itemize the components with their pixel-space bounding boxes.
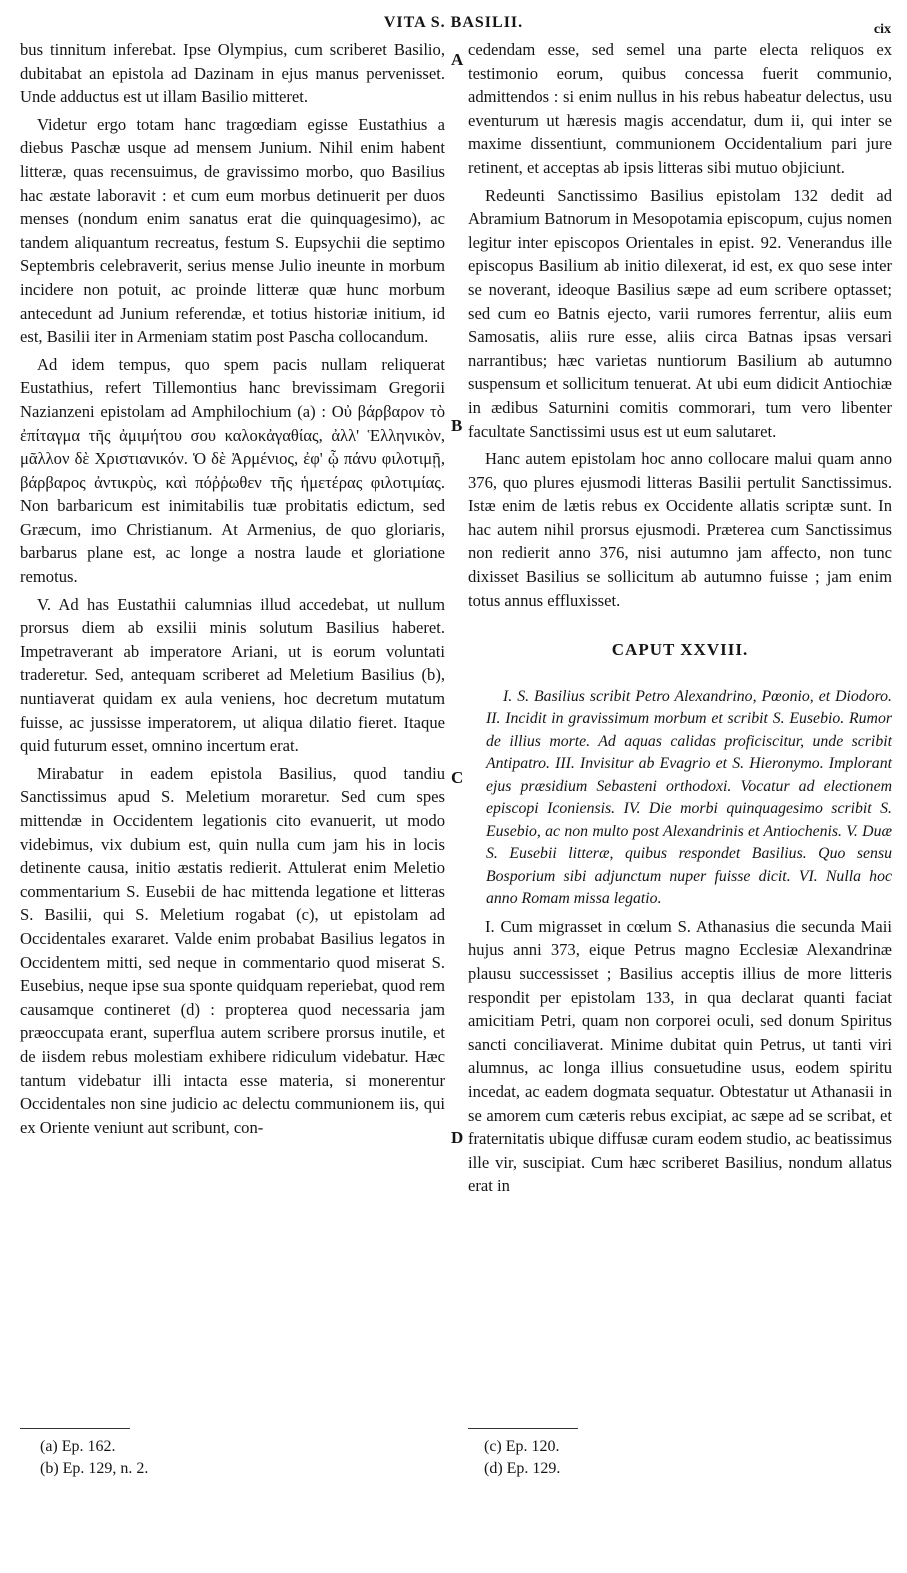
running-header: VITA S. BASILII. [383,14,524,31]
paragraph: Redeunti Sanctissimo Basilius epistolam 132 dedit ad Abramium Batnorum in Mesopotamia episcopum, cujus nomen legitur inter episcopos Orientales in epist. 92. Venerandus ille episcopus Basilium ab initio dilexerat, id est, ex quo sese inter se noverant, ideoque Basilius sæpe ad eum scribere optasset; sed cum eo Batnis ejecto, varii rumores ferrentur, aliis eum Samosatis, aliis rure esse, aliis circa Batnas ipsas versari narrantibus; hæc varietas nuntiorum Basilium ab autumno suspensum et sollicitum tenuerat. At ubi eum didicit Antiochiæ in ædibus Saturnini comitis commorari, tum vero libenter facultate Sanctissimi usus est ut eum salutaret. [468,185,892,441]
paragraph: Mirabatur in eadem epistola Basilius, quod tandiu Sanctissimus apud S. Meletium moraretur. Sed cum spes mittendæ in Occidentem legationis cito evanuerit, ut modo videbimus, vix dubium est, quin nulla cum jam his in locis detinente causa, initio æstatis redierit. Attulerat enim Meletio commentarium S. Eusebii de hac mittenda legatione et litteras S. Basilii, qui S. Meletium rogabat (c), ut epistolam ad Occidentales exararet. Valde enim probabat Basilius legatos in Occidentem mitti, sed neque in commentario quod miserat S. Eusebius, neque ipse sua sponte quidquam reperiebat, quod rem causamque contineret (d) : propterea quod necessaria jam præoccupata erant, superflua autem scribere prorsus inutile, et de iisdem rebus molestiam exhibere ridiculum videbatur. Hæc tantum videbatur illi intacta esse materia, si monerentur Occidentales non sine judicio ac delectu communionem iis, qui ex Oriente veniunt aut scribunt, con- [20,763,445,1137]
paragraph: cedendam esse, sed semel una parte electa reliquos ex testimonio eorum, quibus concessa fuerit communio, admittendos : si enim nullus in his rebus habeatur delectus, usu eventurum ut hæresis magis accendatur, dum ii, qui inter se maxime dissentiunt, communionem Occidentalium pari jure retinent, et acceptas ab ipsis litteras sibi mutuo objiciunt. [468,40,892,177]
footnotes-right [484,1436,560,1480]
paragraph: Hanc autem epistolam hoc anno collocare malui quam anno 376, quo plures ejusmodi litteras Basilii pertulit Sanctissimus. Istæ enim de lætis rebus ex Occidente allatis scriptæ sunt. In hac autem nihil prorsus ejusmodi. Præterea cum Sanctissimus non redierit anno 376, nisi autumno jam affecto, non tunc dixisset Basilius se sollicitum ab autumno fuisse ; jam enim totus annus effluxisset. [468,449,892,610]
footnotes-left [40,1436,148,1480]
paragraph: V. Ad has Eustathii calumnias illud accedebat, ut nullum prorsus diem ab exsilii minis solutum Basilius haberet. Impetraverant ab imperatore Ariani, ut is eorum voluntati traderetur. Sed, antequam scriberet ad Meletium Basilius (b), nuntiaverat quidam ex aula veniens, hoc decretum mutatum fuisse, ac jussisse imperatorem, ut aliqua dilatio fieret. Itaque quid futurum esset, omnino incertum erat. [20,594,445,756]
left-column [20,38,445,1143]
paragraph: Videtur ergo totam hanc tragœdiam egisse Eustathius a diebus Paschæ usque ad mensem Junium. Nihil enim habent litteræ, quas recensuimus, de gravissimo morbo, quo Basilius hac æstate laboravit : et cum eum morbus detinuerit per duos menses (nondum enim sanatus erat die quinquagesimo), ac tandem aliquantum recreatus, festum S. Eupsychii die septimo Septembris celebraverit, serius mense Julio ineunte in morbum incidere non potuit, ac proinde litteræ quæ hunc morbum antecedunt ad Junium referendæ, et totius historiæ initium, id est, Basilii iter in Armeniam statim post Pascha collocandum. [20,114,445,347]
footnote: (d) Ep. 129. [484,1460,561,1477]
footnote-rule-left [20,1428,130,1429]
chapter-heading: CAPUT XXVIII. [611,640,749,660]
paragraph: I. Cum migrasset in cœlum S. Athanasius die secunda Maii hujus anni 373, eique Petrus magno Ecclesiæ Alexandrinæ plausu successisset ; Basilius acceptis illius de more litteris respondit per epistolam 133, in qua declarat quanti faciat amicitiam Petri, quam non corporei oculi, sed donum Spiritus sancti conciliaverat. Minime dubitat quin Petrus, ut tanti viri alumnus, ac longa illius consuetudine usus, eodem spiritu incedat, ac eadem dogmata sequatur. Obtestatur ut Athanasii in se amorem cum cæteris rebus excipiat, ac sæpe ad se scribat, et fraternitatis ubique diffusæ curam eodem studio, ac beatissimus ille vir, suscipiat. Cum hæc scriberet Basilius, nondum allatus erat in [468,916,892,1196]
paragraph: bus tinnitum inferebat. Ipse Olympius, cum scriberet Basilio, dubitabat an epistola ad Dazinam in ejus manus pervenisset. Unde adductus est ut illam Basilio mitteret. [20,40,445,107]
footnote: (c) Ep. 120. [484,1438,560,1455]
right-column [468,38,892,1202]
footnote-rule-right [468,1428,578,1429]
paragraph: Ad idem tempus, quo spem pacis nullam reliquerat Eustathius, refert Tillemontius hanc brevissimam Gregorii Nazianzeni epistolam ad Amphilochium (a) : Οὐ βάρβαρον τὸ ἐπίταγμα τῆς ἀμιμήτου σου καλοκἀγαθίας, ἀλλ' Ἑλληνικὸν, μᾶλλον δὲ Χριστιανικόν. Ὁ δὲ Ἀρμένιος, ἐφ' ᾧ πάνυ φιλοτιμῇ, βάρβαρος ἀντικρὺς, καὶ πόῤῥωθεν τῆς ἡμετέρας φιλοτιμίας. Non barbaricum est inimitabilis tuæ probitatis edictum, sed Græcum, imo Christianum. At Armenius, de quo gloriaris, barbarus plane est, ac longe a nostra laude et gloriatione remotus. [20,354,445,587]
chapter-summary: I. S. Basilius scribit Petro Alexandrino, Pœonio, et Diodoro. II. Incidit in gravissimum morbum et scribit S. Eusebio. Rumor de illius morte. Ad aquas calidas proficiscitur, unde scribit Antipatro. III. Invisitur ab Evagrio et S. Hieronymo. Implorant ejus præsidium Sebasteni orthodoxi. Vocatur ad electionem episcopi Iconiensis. IV. Die morbi quinquagesimo scribit S. Eusebio, ac non multo post Alexandrinis et Antiochenis. V. Duæ S. Eusebii litteræ, quibus respondet Basilius. Quo sensu Bosporium sibi adjunctum nuper fuisse dicit. VI. Nulla hoc anno Romam missa legatio. [486,687,892,908]
footnote: (a) Ep. 162. [40,1438,116,1455]
margin-letter-d: D [451,1128,464,1147]
margin-letter-a: A [451,50,464,69]
footnote: (b) Ep. 129, n. 2. [40,1460,149,1477]
margin-letter-c: C [451,768,464,787]
page-number: cix [873,22,891,37]
margin-letter-b: B [451,416,463,435]
